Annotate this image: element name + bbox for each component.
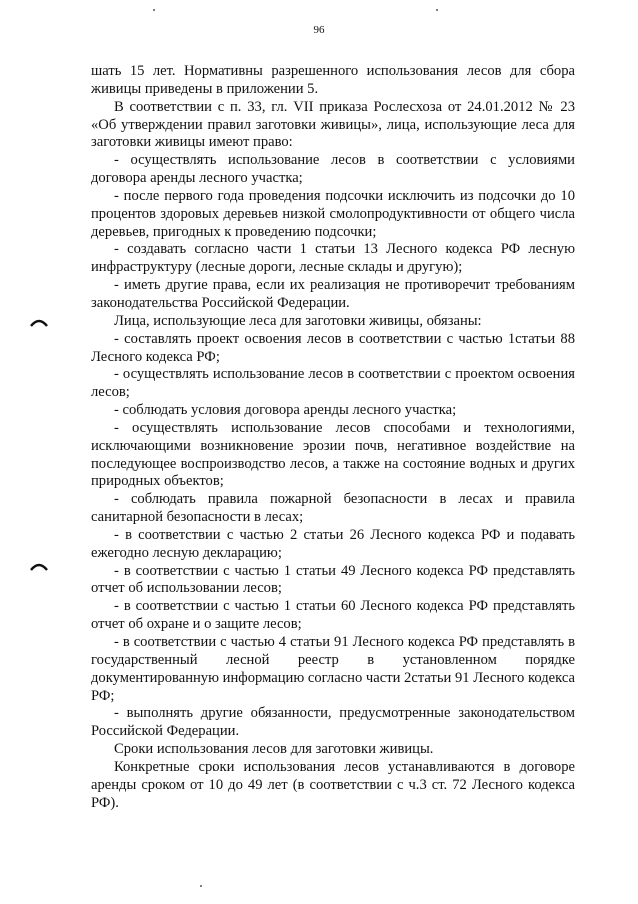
list-item: - выполнять другие обязанности, предусмотренные законодательством Российской Федерации.	[91, 705, 575, 740]
list-item: - после первого года проведения подсочки исключить из подсочки до 10 процентов здоровых деревьев низкой смолопродуктивности от общего числа деревьев, пригодных к проведению подсочки;	[91, 187, 575, 240]
paragraph: Лица, использующие леса для заготовки живицы, обязаны:	[114, 312, 482, 329]
list-item: - в соответствии с частью 1 статьи 49 Лесного кодекса РФ представлять отчет об использовании лесов;	[91, 562, 575, 597]
paragraph: Сроки использования лесов для заготовки живицы.	[114, 741, 434, 758]
list-item: - соблюдать условия договора аренды лесного участка;	[114, 402, 457, 419]
document-body	[91, 63, 575, 812]
scan-speck	[153, 9, 155, 11]
page-number: 96	[313, 24, 325, 36]
list-item: - осуществлять использование лесов в соответствии с проектом освоения лесов;	[91, 366, 575, 401]
list-item: - в соответствии с частью 1 статьи 60 Лесного кодекса РФ представлять отчет об охране и о защите лесов;	[91, 598, 575, 633]
list-item: - составлять проект освоения лесов в соответствии с частью 1статьи 88 Лесного кодекса РФ;	[91, 330, 575, 365]
binder-clip-mark-lower	[30, 562, 48, 571]
list-item: - в соответствии с частью 2 статьи 26 Лесного кодекса РФ и подавать ежегодно лесную декларацию;	[91, 526, 575, 561]
list-item: - в соответствии с частью 4 статьи 91 Лесного кодекса РФ представлять в государственный лесной реестр в установленном порядке документированную информацию согласно части 2статьи 91 Лесного кодекса РФ;	[91, 634, 575, 704]
paragraph: В соответствии с п. 33, гл. VII приказа Рослесхоза от 24.01.2012 № 23 «Об утверждении правил заготовки живицы», лица, использующие леса для заготовки живицы имеют право:	[91, 98, 575, 151]
paragraph: Конкретные сроки использования лесов устанавливаются в договоре аренды сроком от 10 до 49 лет (в соответствии с ч.3 ст. 72 Лесного кодекса РФ).	[91, 758, 575, 811]
list-item: - создавать согласно части 1 статьи 13 Лесного кодекса РФ лесную инфраструктуру (лесные дороги, лесные склады и другую);	[91, 241, 575, 276]
paragraph: шать 15 лет. Нормативны разрешенного использования лесов для сбора живицы приведены в приложении 5.	[91, 63, 575, 97]
list-item: - осуществлять использование лесов в соответствии с условиями договора аренды лесного участка;	[91, 152, 575, 187]
list-item: - иметь другие права, если их реализация не противоречит требованиям законодательства Российской Федерации.	[91, 277, 575, 311]
scan-speck	[200, 885, 202, 887]
list-item: - соблюдать правила пожарной безопасности в лесах и правила санитарной безопасности в лесах;	[91, 491, 575, 526]
list-item: - осуществлять использование лесов способами и технологиями, исключающими возникновение эрозии почв, негативное воздействие на последующее воспроизводство лесов, а также на состояние водных и других природных объектов;	[91, 419, 575, 490]
binder-clip-mark-upper	[30, 318, 48, 327]
scan-speck	[436, 9, 438, 11]
